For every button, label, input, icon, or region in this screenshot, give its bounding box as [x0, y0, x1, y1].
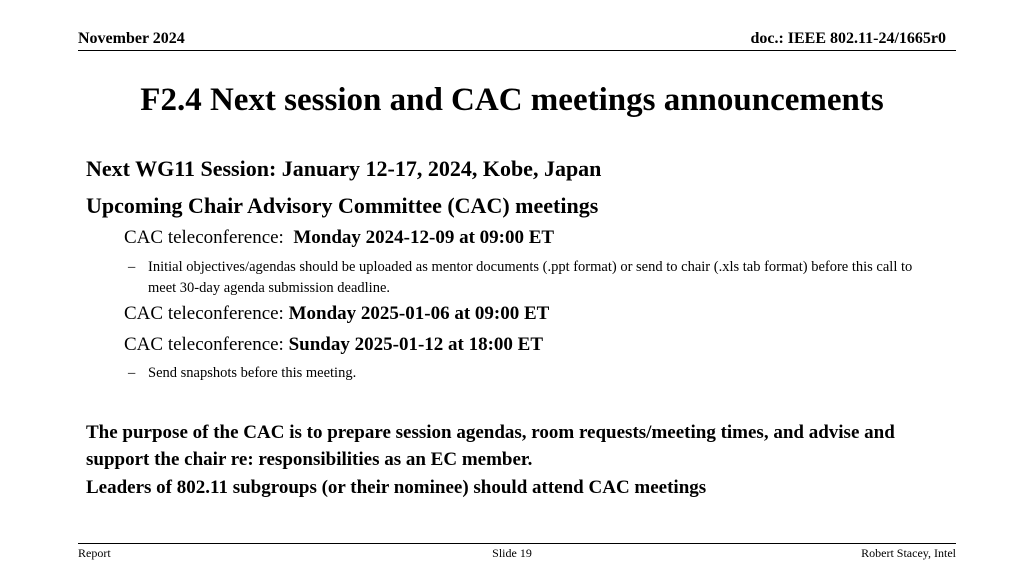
- cac-purpose-paragraph: The purpose of the CAC is to prepare session agendas, room requests/meeting times, and advise and support the chair re: responsibilities as an EC member.: [86, 422, 895, 470]
- cac-meeting-1-label: CAC teleconference:: [124, 227, 284, 248]
- cac-meeting-1-note: [128, 257, 928, 299]
- footer-divider: [78, 543, 956, 544]
- cac-meeting-3-when: Sunday 2025-01-12 at 18:00 ET: [288, 334, 544, 355]
- footer-report: Report: [78, 546, 111, 560]
- cac-meeting-2-label: CAC teleconference:: [124, 303, 284, 324]
- cac-meeting-2-when: Monday 2025-01-06 at 09:00 ET: [288, 303, 550, 324]
- slide-title: F2.4 Next session and CAC meetings announcements: [140, 82, 884, 118]
- upcoming-cac-heading: Upcoming Chair Advisory Committee (CAC) meetings: [86, 193, 599, 218]
- footer-slide-number: Slide 19: [492, 546, 532, 560]
- dash-bullet: –: [128, 259, 136, 275]
- cac-meeting-3-label: CAC teleconference:: [124, 334, 284, 355]
- footer-author: Robert Stacey, Intel: [861, 546, 956, 560]
- header-date: November 2024: [78, 30, 185, 47]
- cac-meeting-3-note: [128, 363, 928, 384]
- dash-bullet: –: [128, 365, 136, 381]
- leaders-attend-line: Leaders of 802.11 subgroups (or their nominee) should attend CAC meetings: [86, 477, 707, 498]
- header-doc-id: doc.: IEEE 802.11-24/1665r0: [750, 30, 946, 47]
- cac-meeting-1-note-text: Initial objectives/agendas should be uploaded as mentor documents (.ppt format) or send to chair (.xls tab format) before this call to meet 30-day agenda submission deadline.: [148, 259, 913, 296]
- cac-meeting-2: [124, 303, 549, 325]
- cac-meeting-1-when: Monday 2024-12-09 at 09:00 ET: [293, 227, 555, 248]
- header-divider: [78, 50, 956, 51]
- cac-meeting-1: [124, 227, 554, 249]
- next-session-line: Next WG11 Session: January 12-17, 2024, Kobe, Japan: [86, 156, 602, 181]
- cac-meeting-3: [124, 334, 543, 356]
- cac-meeting-3-note-text: Send snapshots before this meeting.: [148, 365, 357, 381]
